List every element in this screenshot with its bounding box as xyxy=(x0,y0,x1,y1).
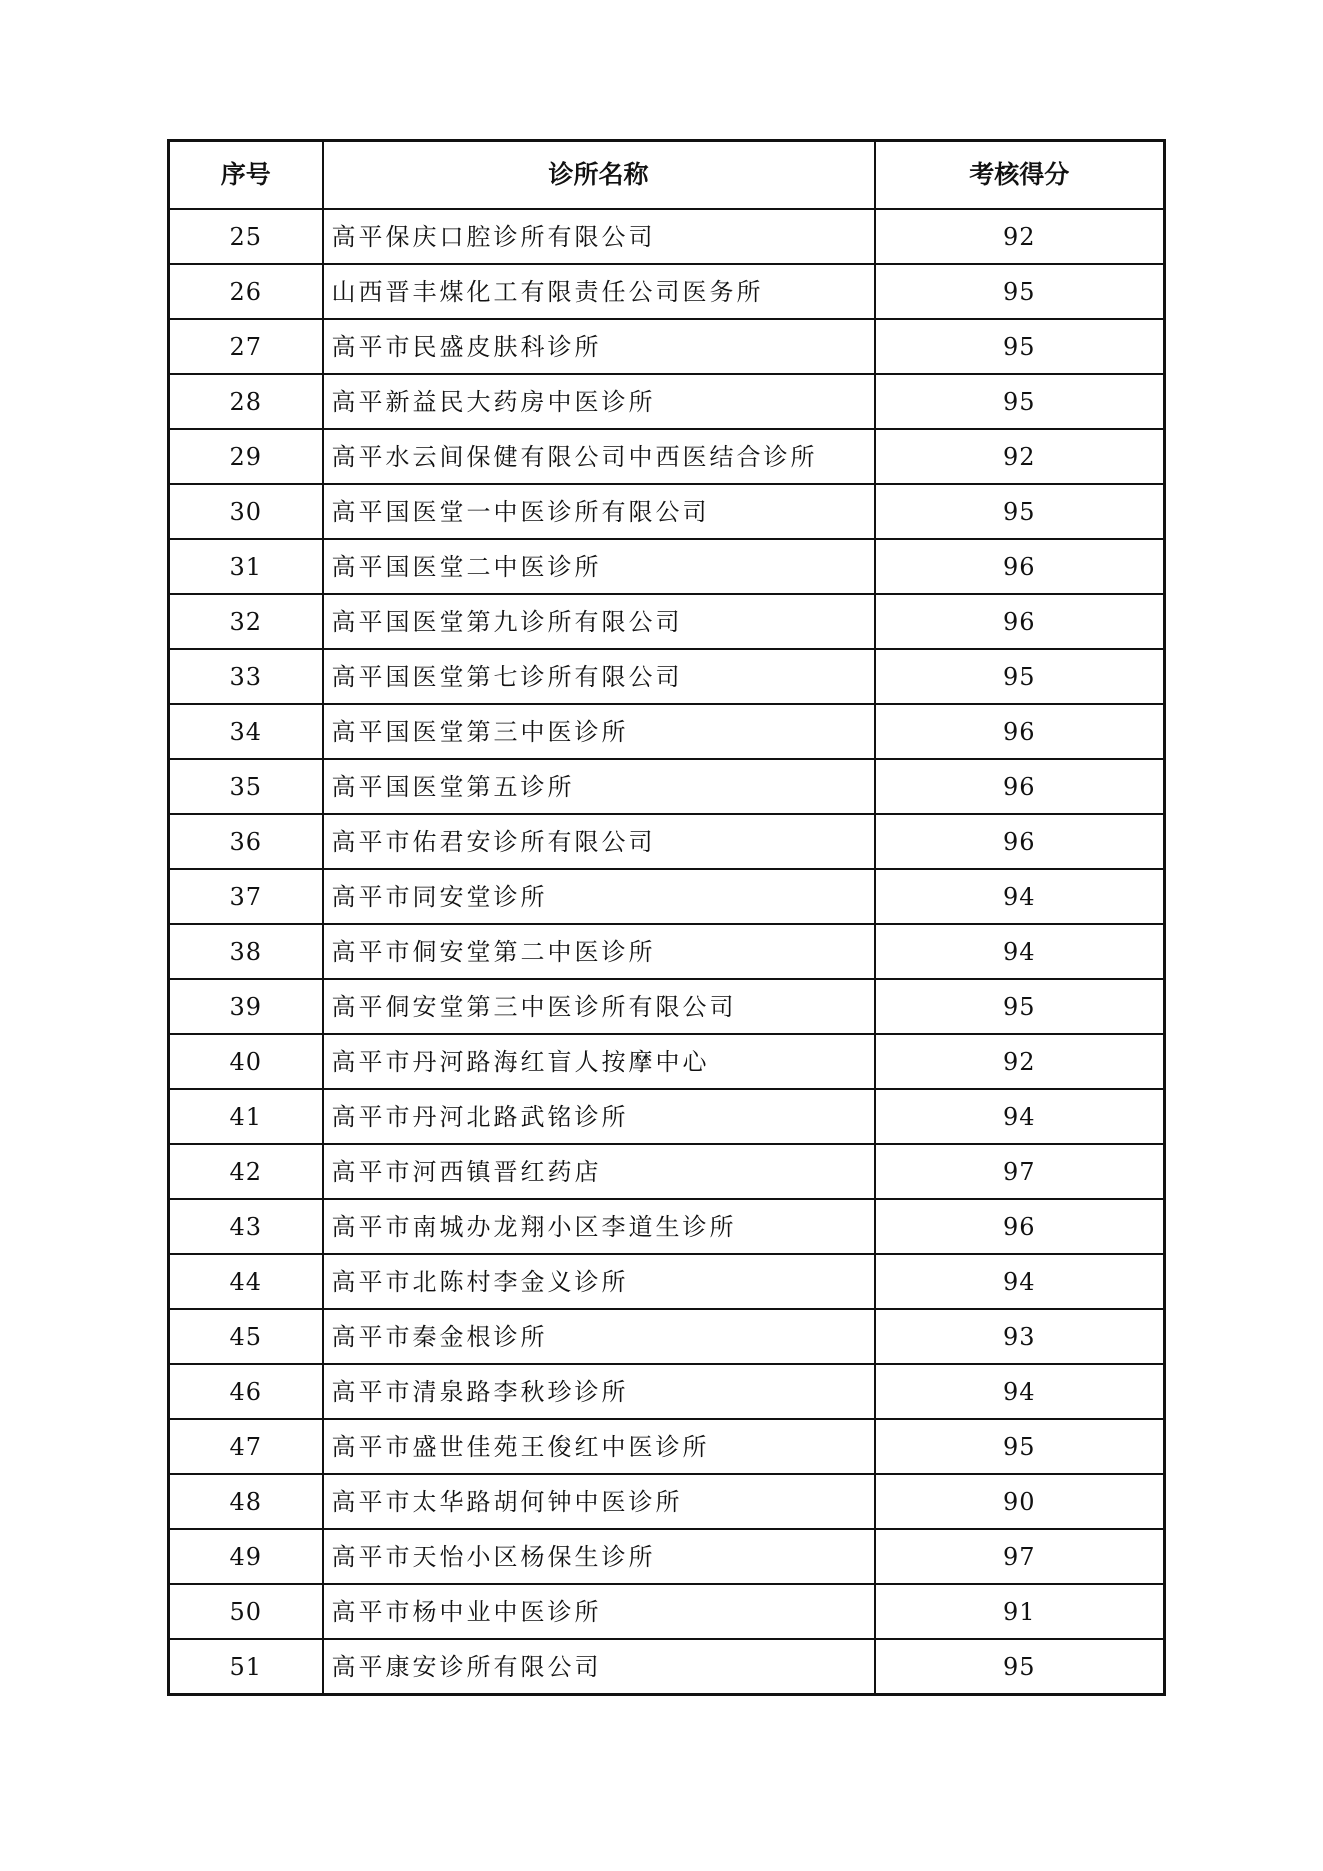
assessment-score-cell: 92 xyxy=(875,209,1165,264)
serial-number-cell: 33 xyxy=(169,649,323,704)
assessment-score-cell: 94 xyxy=(875,1089,1165,1144)
clinic-name-cell: 高平市南城办龙翔小区李道生诊所 xyxy=(323,1199,875,1254)
serial-number-cell: 37 xyxy=(169,869,323,924)
assessment-score-cell: 95 xyxy=(875,319,1165,374)
table-row xyxy=(169,869,1165,924)
clinic-name-cell: 高平国医堂第五诊所 xyxy=(323,759,875,814)
serial-number-cell: 31 xyxy=(169,539,323,594)
clinic-name-cell: 高平国医堂第九诊所有限公司 xyxy=(323,594,875,649)
clinic-name-cell: 高平国医堂一中医诊所有限公司 xyxy=(323,484,875,539)
table-row xyxy=(169,429,1165,484)
assessment-score-cell: 96 xyxy=(875,704,1165,759)
serial-number-cell: 28 xyxy=(169,374,323,429)
clinic-name-cell: 高平市杨中业中医诊所 xyxy=(323,1584,875,1639)
serial-number-cell: 30 xyxy=(169,484,323,539)
clinic-score-table xyxy=(167,139,1166,1696)
table-row xyxy=(169,594,1165,649)
clinic-name-cell: 高平市北陈村李金义诊所 xyxy=(323,1254,875,1309)
clinic-name-cell: 高平康安诊所有限公司 xyxy=(323,1639,875,1695)
assessment-score-cell: 95 xyxy=(875,979,1165,1034)
serial-number-cell: 50 xyxy=(169,1584,323,1639)
serial-number-cell: 48 xyxy=(169,1474,323,1529)
assessment-score-cell: 90 xyxy=(875,1474,1165,1529)
assessment-score-cell: 95 xyxy=(875,484,1165,539)
table-row xyxy=(169,1419,1165,1474)
assessment-score-cell: 97 xyxy=(875,1144,1165,1199)
assessment-score-cell: 91 xyxy=(875,1584,1165,1639)
table-row xyxy=(169,539,1165,594)
clinic-name-cell: 高平市秦金根诊所 xyxy=(323,1309,875,1364)
header-clinic-name: 诊所名称 xyxy=(323,141,875,210)
serial-number-cell: 51 xyxy=(169,1639,323,1695)
clinic-name-cell: 高平市丹河路海红盲人按摩中心 xyxy=(323,1034,875,1089)
clinic-name-cell: 高平国医堂二中医诊所 xyxy=(323,539,875,594)
serial-number-cell: 45 xyxy=(169,1309,323,1364)
header-serial-number: 序号 xyxy=(169,141,323,210)
assessment-score-cell: 96 xyxy=(875,759,1165,814)
assessment-score-cell: 97 xyxy=(875,1529,1165,1584)
clinic-name-cell: 高平国医堂第七诊所有限公司 xyxy=(323,649,875,704)
serial-number-cell: 46 xyxy=(169,1364,323,1419)
clinic-name-cell: 高平市佑君安诊所有限公司 xyxy=(323,814,875,869)
table-row xyxy=(169,1584,1165,1639)
clinic-score-table-container xyxy=(167,139,1163,1696)
table-row xyxy=(169,759,1165,814)
serial-number-cell: 44 xyxy=(169,1254,323,1309)
table-row xyxy=(169,319,1165,374)
header-assessment-score: 考核得分 xyxy=(875,141,1165,210)
assessment-score-cell: 95 xyxy=(875,1639,1165,1695)
table-row xyxy=(169,649,1165,704)
assessment-score-cell: 96 xyxy=(875,539,1165,594)
serial-number-cell: 25 xyxy=(169,209,323,264)
table-row xyxy=(169,924,1165,979)
clinic-name-cell: 高平市丹河北路武铭诊所 xyxy=(323,1089,875,1144)
serial-number-cell: 26 xyxy=(169,264,323,319)
serial-number-cell: 40 xyxy=(169,1034,323,1089)
assessment-score-cell: 95 xyxy=(875,1419,1165,1474)
serial-number-cell: 34 xyxy=(169,704,323,759)
serial-number-cell: 38 xyxy=(169,924,323,979)
table-row xyxy=(169,484,1165,539)
table-row xyxy=(169,979,1165,1034)
header-row xyxy=(169,141,1165,210)
clinic-name-cell: 高平市同安堂诊所 xyxy=(323,869,875,924)
serial-number-cell: 35 xyxy=(169,759,323,814)
table-row xyxy=(169,1199,1165,1254)
assessment-score-cell: 92 xyxy=(875,1034,1165,1089)
clinic-name-cell: 高平市河西镇晋红药店 xyxy=(323,1144,875,1199)
table-row xyxy=(169,1529,1165,1584)
serial-number-cell: 47 xyxy=(169,1419,323,1474)
clinic-name-cell: 高平市民盛皮肤科诊所 xyxy=(323,319,875,374)
clinic-name-cell: 山西晋丰煤化工有限责任公司医务所 xyxy=(323,264,875,319)
clinic-name-cell: 高平市清泉路李秋珍诊所 xyxy=(323,1364,875,1419)
assessment-score-cell: 94 xyxy=(875,924,1165,979)
table-row xyxy=(169,704,1165,759)
clinic-name-cell: 高平市盛世佳苑王俊红中医诊所 xyxy=(323,1419,875,1474)
serial-number-cell: 41 xyxy=(169,1089,323,1144)
table-row xyxy=(169,264,1165,319)
assessment-score-cell: 95 xyxy=(875,649,1165,704)
table-row xyxy=(169,1254,1165,1309)
assessment-score-cell: 96 xyxy=(875,814,1165,869)
serial-number-cell: 29 xyxy=(169,429,323,484)
clinic-name-cell: 高平新益民大药房中医诊所 xyxy=(323,374,875,429)
table-row xyxy=(169,374,1165,429)
assessment-score-cell: 94 xyxy=(875,1254,1165,1309)
table-row xyxy=(169,209,1165,264)
assessment-score-cell: 96 xyxy=(875,594,1165,649)
assessment-score-cell: 94 xyxy=(875,1364,1165,1419)
table-row xyxy=(169,1089,1165,1144)
clinic-name-cell: 高平市太华路胡何钟中医诊所 xyxy=(323,1474,875,1529)
clinic-name-cell: 高平市天怡小区杨保生诊所 xyxy=(323,1529,875,1584)
table-row xyxy=(169,1474,1165,1529)
clinic-name-cell: 高平侗安堂第三中医诊所有限公司 xyxy=(323,979,875,1034)
clinic-name-cell: 高平国医堂第三中医诊所 xyxy=(323,704,875,759)
assessment-score-cell: 96 xyxy=(875,1199,1165,1254)
assessment-score-cell: 92 xyxy=(875,429,1165,484)
serial-number-cell: 42 xyxy=(169,1144,323,1199)
assessment-score-cell: 93 xyxy=(875,1309,1165,1364)
assessment-score-cell: 95 xyxy=(875,264,1165,319)
table-row xyxy=(169,1309,1165,1364)
serial-number-cell: 49 xyxy=(169,1529,323,1584)
table-row xyxy=(169,1034,1165,1089)
table-row xyxy=(169,814,1165,869)
serial-number-cell: 43 xyxy=(169,1199,323,1254)
clinic-name-cell: 高平水云间保健有限公司中西医结合诊所 xyxy=(323,429,875,484)
serial-number-cell: 39 xyxy=(169,979,323,1034)
serial-number-cell: 36 xyxy=(169,814,323,869)
table-row xyxy=(169,1639,1165,1695)
table-row xyxy=(169,1144,1165,1199)
table-body xyxy=(169,209,1165,1695)
clinic-name-cell: 高平市侗安堂第二中医诊所 xyxy=(323,924,875,979)
assessment-score-cell: 95 xyxy=(875,374,1165,429)
serial-number-cell: 27 xyxy=(169,319,323,374)
serial-number-cell: 32 xyxy=(169,594,323,649)
clinic-name-cell: 高平保庆口腔诊所有限公司 xyxy=(323,209,875,264)
assessment-score-cell: 94 xyxy=(875,869,1165,924)
table-header xyxy=(169,141,1165,210)
table-row xyxy=(169,1364,1165,1419)
